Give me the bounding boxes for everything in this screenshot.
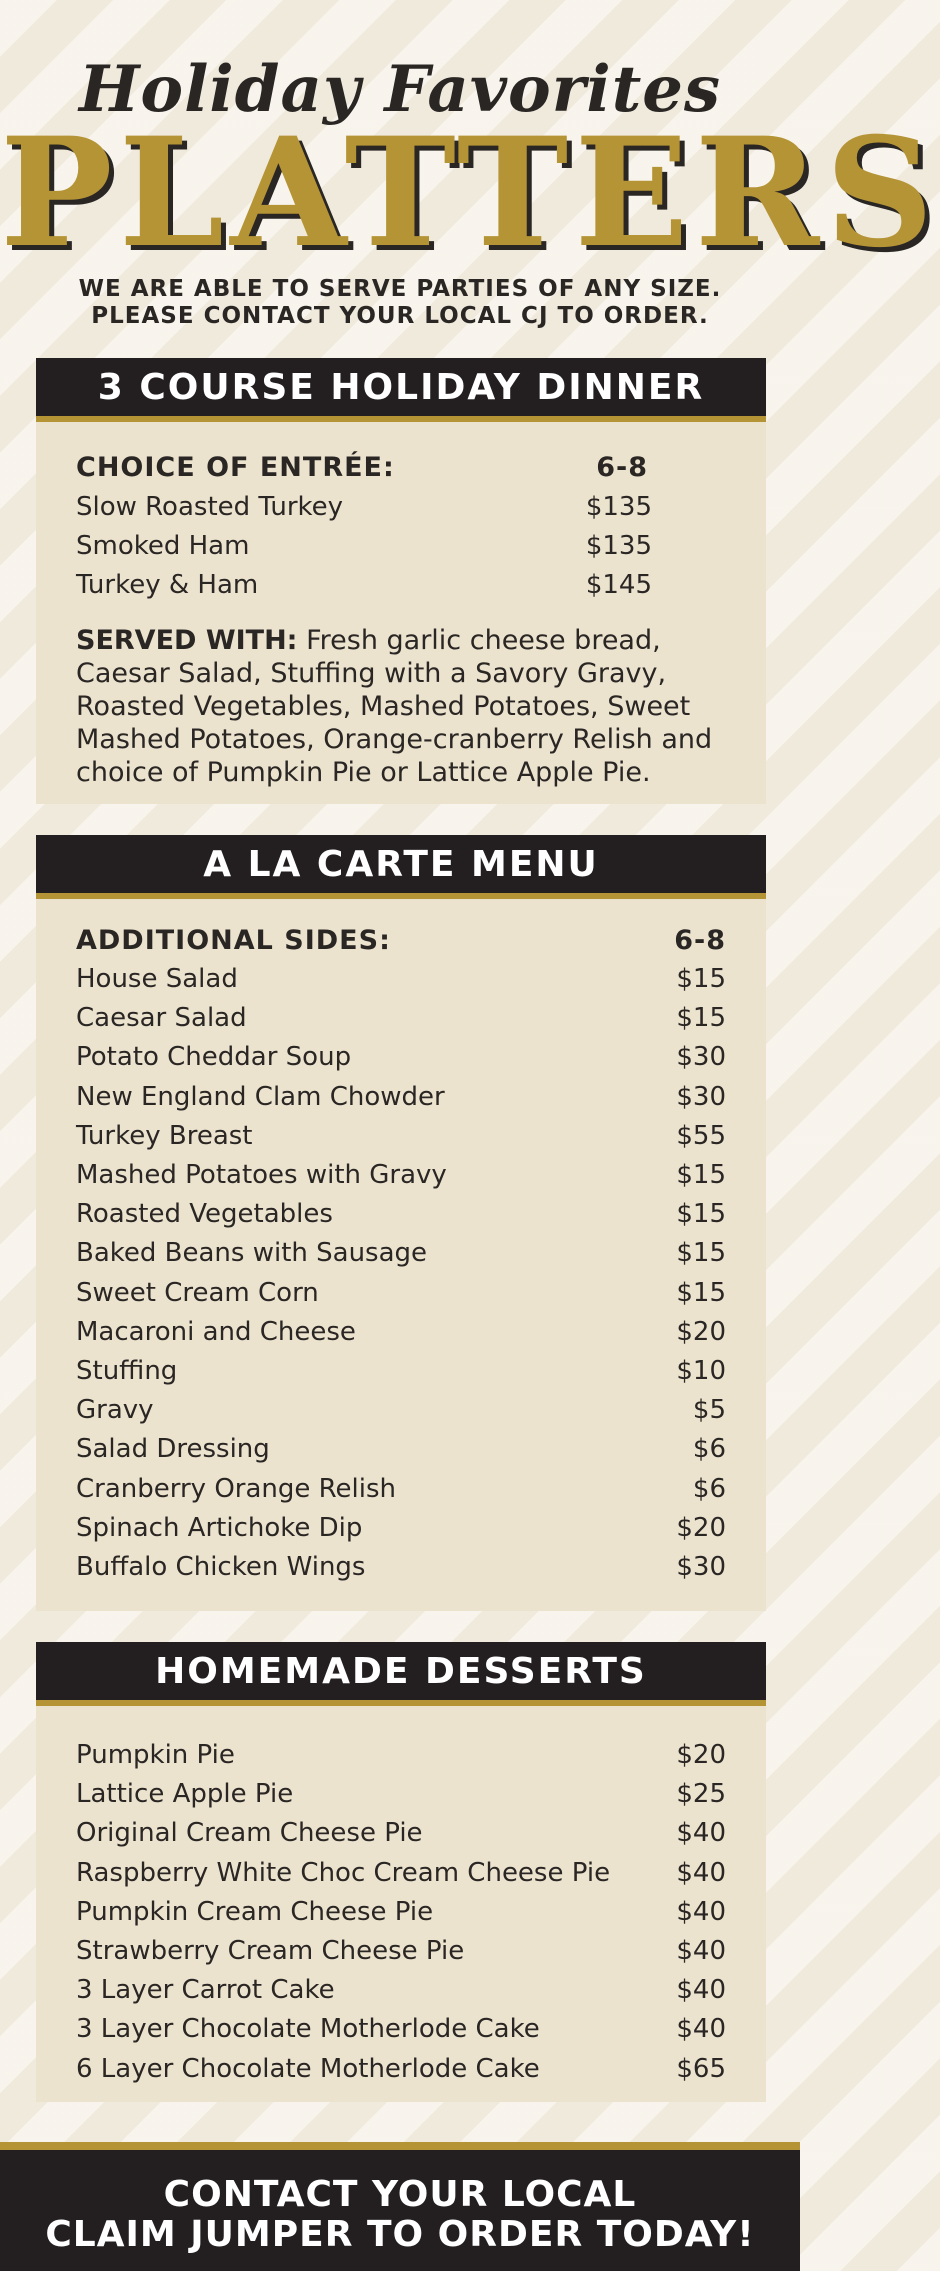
- footer-banner: [0, 2142, 800, 2271]
- item-price: $40: [676, 1896, 726, 1927]
- item-name: Slow Roasted Turkey: [76, 492, 344, 522]
- holiday-favorites-title: Holiday Favorites: [78, 52, 722, 127]
- item-price: $30: [676, 1081, 726, 1112]
- item-price: $40: [676, 2014, 726, 2045]
- item-price: $135: [585, 492, 652, 522]
- serving-size: 6-8: [596, 452, 648, 483]
- item-price: $55: [676, 1120, 726, 1151]
- item-price: $6: [692, 1434, 726, 1465]
- item-name: Potato Cheddar Soup: [76, 1042, 352, 1073]
- item-price: $25: [676, 1779, 726, 1810]
- section-title: 3 COURSE HOLIDAY DINNER: [36, 358, 766, 422]
- platters-title: PLATTERS: [0, 105, 940, 281]
- item-name: Pumpkin Cream Cheese Pie: [76, 1896, 434, 1927]
- item-price: $15: [676, 1003, 726, 1034]
- item-name: Raspberry White Choc Cream Cheese Pie: [76, 1857, 611, 1888]
- holiday-dinner-section: [36, 358, 766, 804]
- item-price: $20: [676, 1740, 726, 1770]
- served-with-label: SERVED WITH:: [76, 625, 298, 656]
- served-with: [76, 624, 736, 789]
- item-name: Salad Dressing: [76, 1434, 270, 1465]
- serving-size: 6-8: [674, 925, 726, 956]
- section-title: HOMEMADE DESSERTS: [36, 1642, 766, 1706]
- item-name: Pumpkin Pie: [76, 1740, 235, 1770]
- item-name: Caesar Salad: [76, 1003, 247, 1034]
- item-name: Macaroni and Cheese: [76, 1316, 356, 1347]
- item-name: Turkey & Ham: [76, 570, 259, 600]
- desserts-section: [36, 1642, 766, 2102]
- item-name: Turkey Breast: [76, 1120, 253, 1151]
- sides-label: ADDITIONAL SIDES:: [76, 925, 391, 956]
- item-name: Baked Beans with Sausage: [76, 1238, 428, 1269]
- item-price: $145: [585, 570, 652, 600]
- item-name: Smoked Ham: [76, 531, 250, 561]
- item-price: $30: [676, 1552, 726, 1582]
- item-price: $40: [676, 1936, 726, 1966]
- item-price: $65: [676, 2053, 726, 2084]
- item-name: Roasted Vegetables: [76, 1199, 333, 1230]
- item-price: $10: [676, 1356, 726, 1386]
- item-price: $15: [676, 1238, 726, 1269]
- item-name: Cranberry Orange Relish: [76, 1473, 397, 1504]
- item-price: $40: [676, 1857, 726, 1888]
- item-name: Spinach Artichoke Dip: [76, 1512, 363, 1543]
- item-price: $15: [676, 964, 726, 994]
- item-price: $6: [692, 1473, 726, 1504]
- item-name: Gravy: [76, 1395, 154, 1426]
- item-price: $15: [676, 1277, 726, 1308]
- item-price: $135: [585, 531, 652, 561]
- item-price: $15: [676, 1160, 726, 1190]
- item-name: 6 Layer Chocolate Motherlode Cake: [76, 2053, 540, 2084]
- item-name: House Salad: [76, 964, 238, 994]
- parties-note: WE ARE ABLE TO SERVE PARTIES OF ANY SIZE.: [78, 276, 722, 302]
- footer-line-1: CONTACT YOUR LOCAL: [163, 2174, 637, 2215]
- a-la-carte-section: [36, 835, 766, 1611]
- item-price: $30: [676, 1042, 726, 1073]
- item-name: Mashed Potatoes with Gravy: [76, 1160, 447, 1190]
- item-name: Stuffing: [76, 1356, 178, 1386]
- item-price: $20: [676, 1512, 726, 1543]
- item-price: $15: [676, 1199, 726, 1230]
- item-name: Original Cream Cheese Pie: [76, 1818, 423, 1849]
- item-name: Strawberry Cream Cheese Pie: [76, 1936, 465, 1966]
- served-with-text: Fresh garlic cheese bread, Caesar Salad, Stuffing with a Savory Gravy, Roasted Vegetables, Mashed Potatoes, Sweet Mashed Potatoes, Orange-cranberry Relish and choice of Pumpkin Pie or Lattice Apple Pie.: [76, 625, 713, 788]
- item-name: 3 Layer Carrot Cake: [76, 1975, 335, 2006]
- section-title: A LA CARTE MENU: [36, 835, 766, 899]
- item-name: 3 Layer Chocolate Motherlode Cake: [76, 2014, 540, 2045]
- item-name: Buffalo Chicken Wings: [76, 1552, 366, 1582]
- contact-note: PLEASE CONTACT YOUR LOCAL CJ TO ORDER.: [91, 303, 709, 329]
- item-price: $5: [692, 1395, 726, 1426]
- item-name: Sweet Cream Corn: [76, 1277, 319, 1308]
- entree-label: CHOICE OF ENTRÉE:: [76, 452, 395, 483]
- item-price: $40: [676, 1975, 726, 2006]
- item-name: New England Clam Chowder: [76, 1081, 445, 1112]
- item-price: $20: [676, 1316, 726, 1347]
- footer-line-2: CLAIM JUMPER TO ORDER TODAY!: [45, 2214, 755, 2255]
- item-price: $40: [676, 1818, 726, 1849]
- item-name: Lattice Apple Pie: [76, 1779, 294, 1810]
